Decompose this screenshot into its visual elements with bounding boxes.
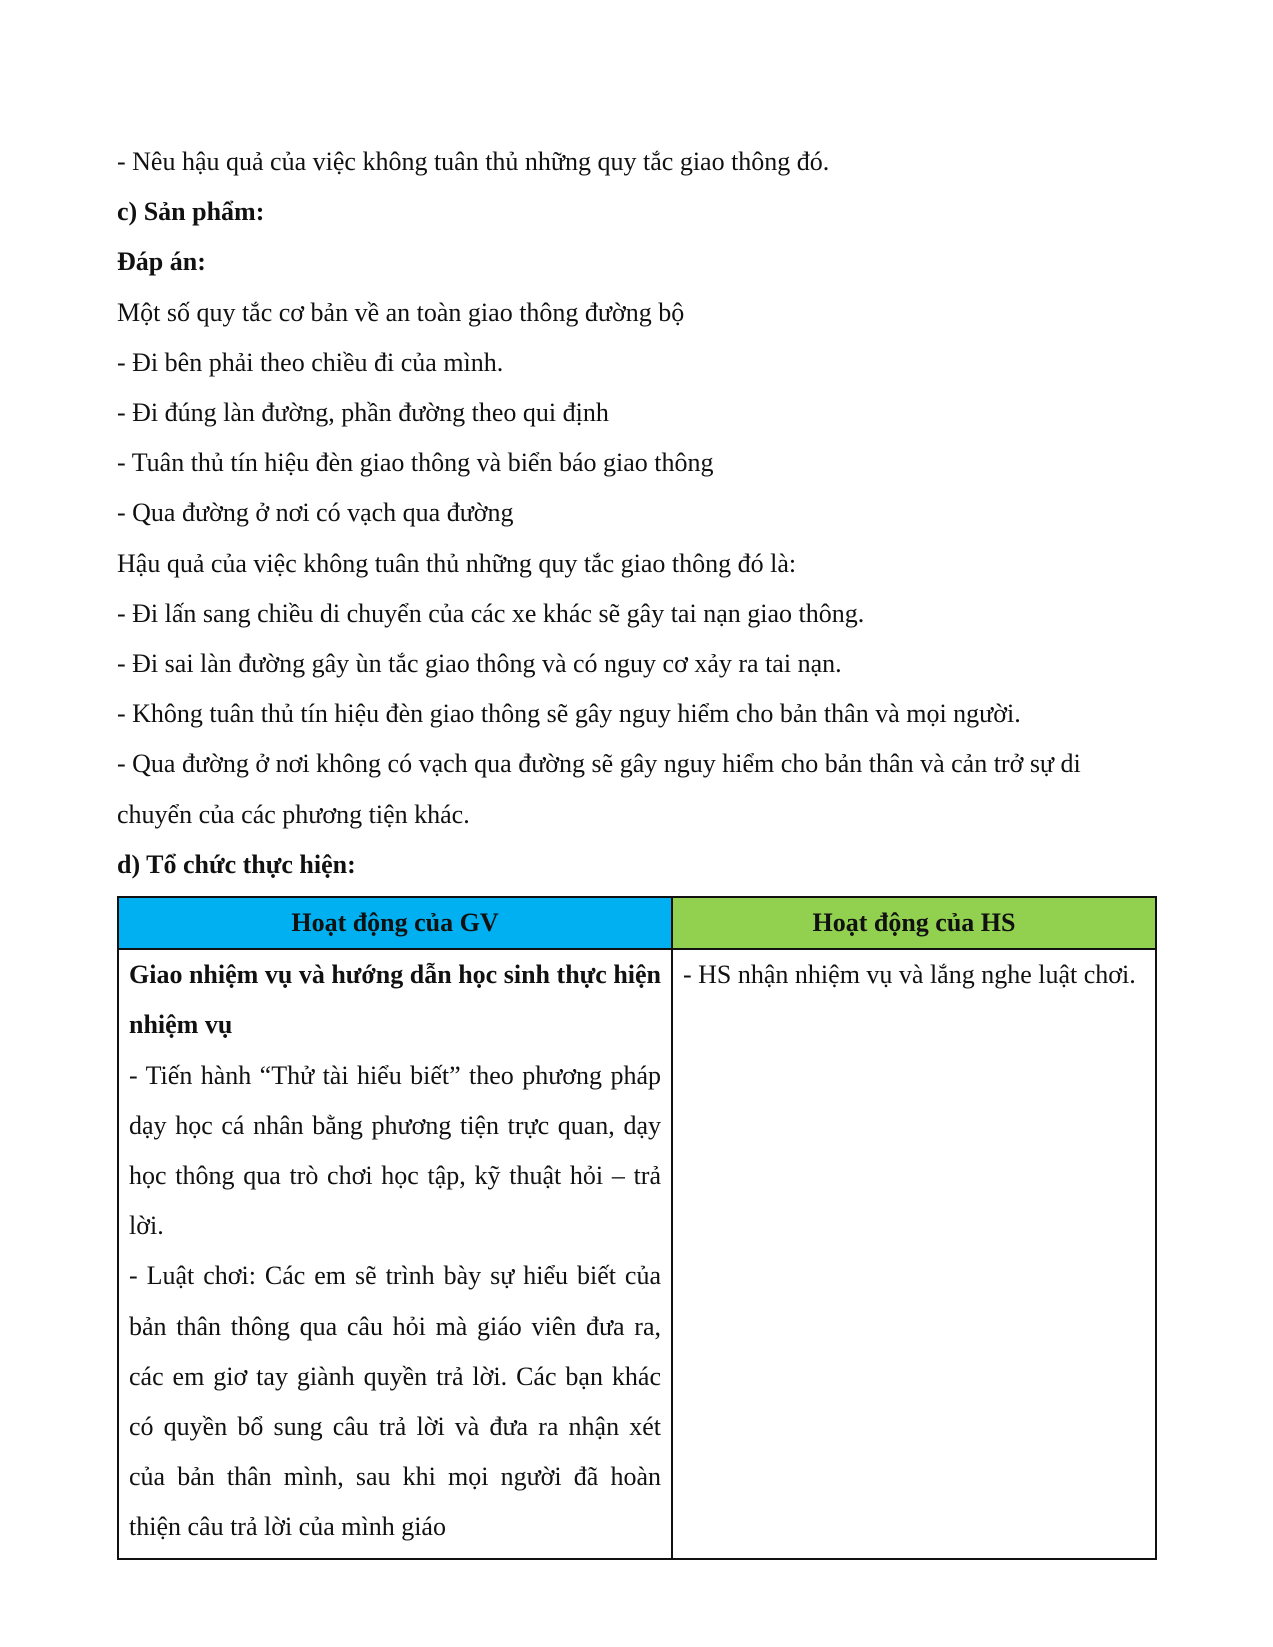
table-row [118,949,1156,1559]
table-header-row [118,897,1156,949]
rule-item: - Đi đúng làn đường, phần đường theo qui định [117,398,609,428]
teacher-task-item: - Luật chơi: Các em sẽ trình bày sự hiểu biết của bản thân thông qua câu hỏi mà giáo viên đưa ra, các em giơ tay giành quyền trả lời. Các bạn khác có quyền bổ sung câu trả lời và đưa ra nhận xét của bản thân mình, sau khi mọi người đã hoàn thiện câu trả lời của mình giáo [129,1261,661,1542]
intro-line: - Nêu hậu quả của việc không tuân thủ những quy tắc giao thông đó. [117,147,830,176]
rule-item: - Qua đường ở nơi có vạch qua đường [117,498,514,528]
consequence-item: - Không tuân thủ tín hiệu đèn giao thông sẽ gây nguy hiểm cho bản thân và mọi người. [117,699,1021,729]
consequence-item: - Đi sai làn đường gây ùn tắc giao thông và có nguy cơ xảy ra tai nạn. [117,649,842,679]
section-c-heading: c) Sản phẩm: [117,197,265,227]
student-activity-cell [672,949,1156,1559]
consequences-intro: Hậu quả của việc không tuân thủ những quy tắc giao thông đó là: [117,548,797,578]
rule-item: - Đi bên phải theo chiều đi của mình. [117,347,504,377]
document-page [117,137,1192,1560]
rules-intro: Một số quy tắc cơ bản về an toàn giao thông đường bộ [117,297,685,327]
teacher-task-item: - Tiến hành “Thử tài hiểu biết” theo phương pháp dạy học cá nhân bằng phương tiện trực quan, dạy học thông qua trò chơi học tập, kỹ thuật hỏi – trả lời. [129,1060,661,1241]
consequence-item: - Đi lấn sang chiều di chuyển của các xe khác sẽ gây tai nạn giao thông. [117,598,865,628]
activity-table [117,896,1157,1560]
header-teacher-activity: Hoạt động của GV [118,897,672,949]
rule-item: - Tuân thủ tín hiệu đèn giao thông và biển báo giao thông [117,448,714,478]
answer-heading: Đáp án: [117,247,206,277]
section-d-heading: d) Tổ chức thực hiện: [117,849,356,879]
student-task-text: - HS nhận nhiệm vụ và lắng nghe luật chơi. [683,960,1136,990]
consequence-item: - Qua đường ở nơi không có vạch qua đường sẽ gây nguy hiểm cho bản thân và cản trở sự di chuyển của các phương tiện khác. [117,749,1081,829]
teacher-activity-cell [118,949,672,1559]
header-student-activity: Hoạt động của HS [672,897,1156,949]
teacher-task-title: Giao nhiệm vụ và hướng dẫn học sinh thực hiện nhiệm vụ [129,960,661,1040]
